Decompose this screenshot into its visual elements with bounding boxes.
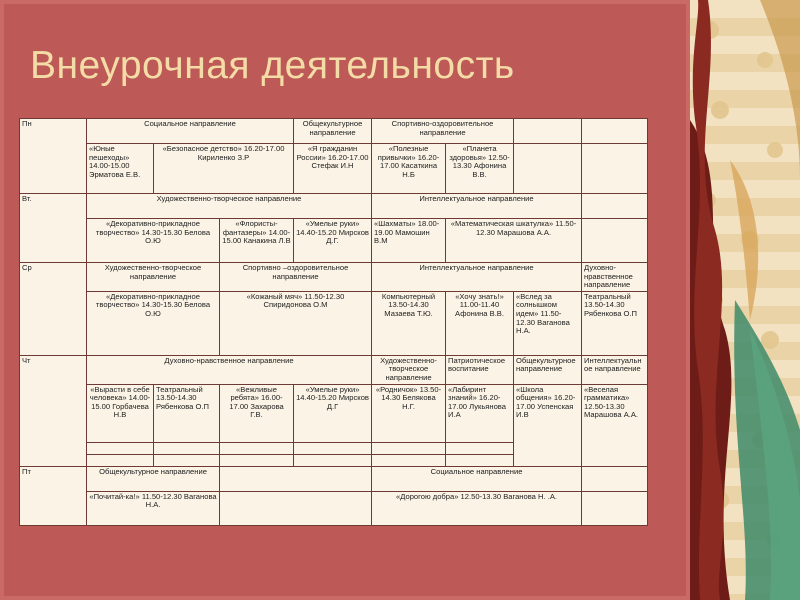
empty-cell [446,454,514,466]
direction-header: Духовно-нравственное направление [582,263,648,292]
empty-cell [582,491,648,525]
day-label: Пт [20,466,87,525]
activity-cell: «Вежливые ребята» 16.00-17.00 Захарова Г.В. [220,384,294,442]
activity-cell: «Полезные привычки» 16.20-17.00 Касаткина Н.Б [372,144,446,194]
empty-cell [220,491,372,525]
activity-cell: «Математическая шкатулка» 11.50-12.30 Марашова А.А. [446,219,582,263]
direction-header: Художественно-творческое направление [87,194,372,219]
direction-header: Социальное направление [87,119,294,144]
direction-header: Интеллектуальное направление [372,194,582,219]
activity-cell: «Кожаный мяч» 11.50-12.30 Спиридонова О.М [220,291,372,355]
table-row [20,263,648,292]
empty-cell [582,144,648,194]
activity-cell: «Я гражданин России» 16.20-17.00 Стефак И.Н [294,144,372,194]
empty-cell [220,454,294,466]
table-row [20,355,648,384]
activity-cell: «Безопасное детство» 16.20-17.00 Кириленко З.Р [154,144,294,194]
activity-cell: «Почитай-ка!» 11.50-12.30 Ваганова Н.А. [87,491,220,525]
table-row [20,291,648,355]
empty-cell [294,454,372,466]
activity-cell: «Родничок» 13.50-14.30 Белякова Н.Г. [372,384,446,442]
direction-header: Социальное направление [372,466,582,491]
activity-cell: «Лабиринт знаний» 16.20-17.00 Лукьянова И.А [446,384,514,442]
empty-cell [446,442,514,454]
empty-cell [372,442,446,454]
activity-cell: «Юные пешеходы» 14.00-15.00 Эрматова Е.В. [87,144,154,194]
activity-cell: «Декоративно-прикладное творчество» 14.30-15.30 Белова О.Ю [87,219,220,263]
activity-cell: «Шахматы» 18.00-19.00 Мамошин В.М [372,219,446,263]
direction-header: Художественно-творческое направление [87,263,220,292]
slide-title: Внеурочная деятельность [30,44,515,87]
activity-cell: «Флористы-фантазеры» 14.00-15.00 Канакина Л.В [220,219,294,263]
activity-cell: «Веселая грамматика» 12.50-13.30 Марашова А.А. [582,384,648,466]
empty-cell [87,442,154,454]
empty-cell [582,466,648,491]
direction-header: Спортивно –оздоровительное направление [220,263,372,292]
schedule-table [19,118,648,526]
empty-cell [294,442,372,454]
activity-cell: «Планета здоровья» 12.50-13.30 Афонина В.В. [446,144,514,194]
activity-cell: Театральный 13.50-14.30 Рябенкова О.П [154,384,220,442]
empty-cell [220,442,294,454]
empty-cell [582,194,648,219]
empty-cell [372,454,446,466]
activity-cell: Театральный 13.50-14.30 Рябенкова О.П [582,291,648,355]
direction-header: Общекультурное направление [87,466,220,491]
decorative-side-panel [690,0,800,600]
activity-cell: Компьютерный 13.50-14.30 Мазаева Т.Ю. [372,291,446,355]
empty-cell [582,119,648,144]
empty-cell [514,144,582,194]
empty-cell [87,454,154,466]
direction-header: Интеллектуальное направление [372,263,582,292]
direction-header: Патриотическое воспитание [446,355,514,384]
table-row [20,119,648,144]
empty-cell [582,219,648,263]
direction-header: Общекультурное направление [514,355,582,384]
activity-cell: «Умелые руки» 14.40-15.20 Мирсков Д.Г. [294,219,372,263]
table-row [20,144,648,194]
empty-cell [154,442,220,454]
direction-header: Спортивно-оздоровительное направление [372,119,514,144]
table-row [20,384,648,442]
table-row [20,466,648,491]
table-row [20,219,648,263]
activity-cell: «Вырасти в себе человека» 14.00-15.00 Горбачева Н.В [87,384,154,442]
day-label: Ср [20,263,87,356]
empty-cell [514,119,582,144]
empty-cell [220,466,372,491]
day-label: Пн [20,119,87,194]
direction-header: Художественно-творческое направление [372,355,446,384]
direction-header: Интеллектуальное направление [582,355,648,384]
activity-cell: «Хочу знать!» 11.00-11.40 Афонина В.В. [446,291,514,355]
day-label: Чт [20,355,87,466]
floral-pattern-image [690,0,800,600]
activity-cell: «Декоративно-прикладное творчество» 14.30-15.30 Белова О.Ю [87,291,220,355]
table-row [20,194,648,219]
direction-header: Общекультурное направление [294,119,372,144]
empty-cell [154,454,220,466]
direction-header: Духовно-нравственное направление [87,355,372,384]
day-label: Вт. [20,194,87,263]
activity-cell: «Дорогою добра» 12.50-13.30 Ваганова Н. .А. [372,491,582,525]
activity-cell: «Школа общения» 16.20-17.00 Успенская И.В [514,384,582,466]
table-row [20,491,648,525]
activity-cell: «Вслед за солнышком идем» 11.50-12.30 Ваганова Н.А. [514,291,582,355]
activity-cell: «Умелые руки» 14.40-15.20 Мирсков Д.Г [294,384,372,442]
